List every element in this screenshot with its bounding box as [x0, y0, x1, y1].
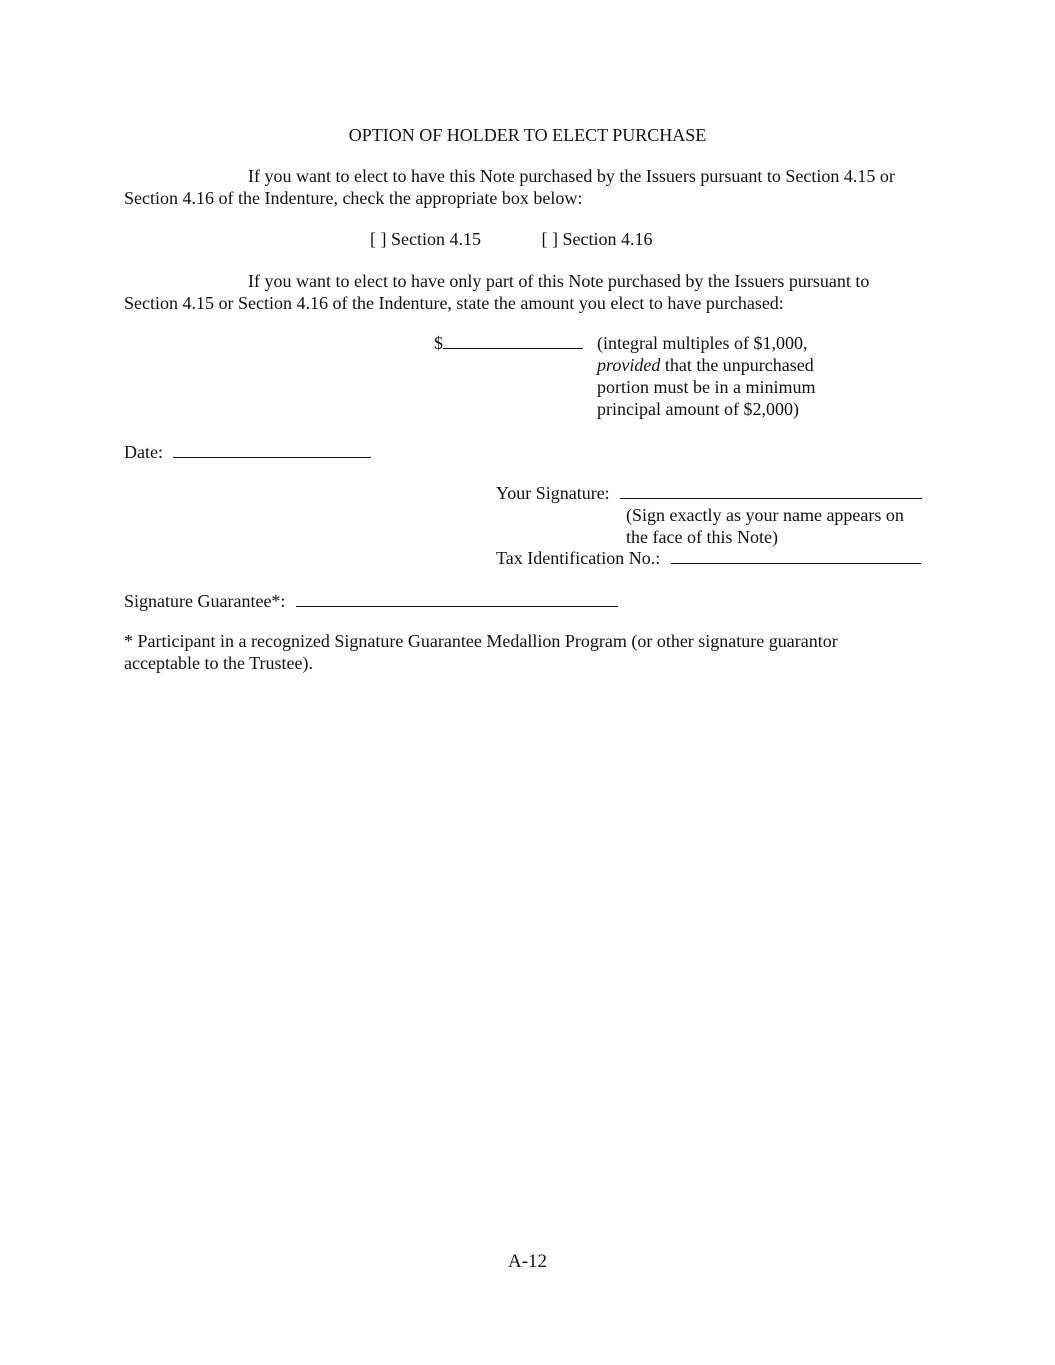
page-number: A-12: [507, 1251, 548, 1272]
footnote: [124, 630, 924, 674]
instruction-paragraph-2-line-1: If you want to elect to have only part of this Note purchased by the Issuers pursuant to: [248, 271, 870, 291]
amount-blank-line[interactable]: [443, 332, 583, 349]
date-label: Date:: [124, 442, 163, 462]
signature-note-line-1: (Sign exactly as your name appears on: [626, 505, 904, 525]
tax-id-blank-line[interactable]: [671, 547, 921, 564]
date-row: [124, 441, 371, 463]
amount-note-line-3: portion must be in a minimum: [597, 377, 816, 397]
amount-field: [434, 332, 583, 354]
instruction-paragraph-2-line-2: Section 4.15 or Section 4.16 of the Indenture, state the amount you elect to have purchased:: [124, 293, 784, 313]
signature-blank-line[interactable]: [620, 482, 922, 499]
amount-note-line-2: [597, 354, 857, 376]
tax-id-row: [496, 547, 921, 569]
tax-id-label: Tax Identification No.:: [496, 548, 661, 568]
signature-note: [626, 504, 904, 548]
signature-guarantee-label: Signature Guarantee*:: [124, 591, 286, 611]
amount-note-line-4: principal amount of $2,000): [597, 399, 799, 419]
signature-guarantee-blank-line[interactable]: [296, 590, 618, 607]
date-blank-line[interactable]: [173, 441, 371, 458]
section-checkbox-row: [370, 228, 652, 250]
amount-note-line-1: (integral multiples of $1,000,: [597, 333, 808, 353]
signature-guarantee-row: [124, 590, 618, 612]
checkbox-section-4-16[interactable]: [ ] Section 4.16: [541, 229, 653, 249]
currency-symbol: $: [434, 333, 443, 353]
signature-label: Your Signature:: [496, 483, 610, 503]
signature-note-line-2: the face of this Note): [626, 527, 778, 547]
footnote-line-2: acceptable to the Trustee).: [124, 653, 313, 673]
amount-note: [597, 332, 857, 420]
page-title: OPTION OF HOLDER TO ELECT PURCHASE: [348, 125, 707, 145]
amount-note-provided: provided: [597, 355, 661, 375]
instruction-paragraph-1-line-1: If you want to elect to have this Note purchased by the Issuers pursuant to Section 4.15 or: [248, 166, 895, 186]
checkbox-section-4-15[interactable]: [ ] Section 4.15: [370, 229, 481, 249]
signature-row: [496, 482, 922, 504]
instruction-paragraph-1-line-2: Section 4.16 of the Indenture, check the appropriate box below:: [124, 188, 583, 208]
amount-note-line-2-rest: that the unpurchased: [660, 355, 814, 375]
footnote-line-1: * Participant in a recognized Signature Guarantee Medallion Program (or other signature guarantor: [124, 631, 838, 651]
